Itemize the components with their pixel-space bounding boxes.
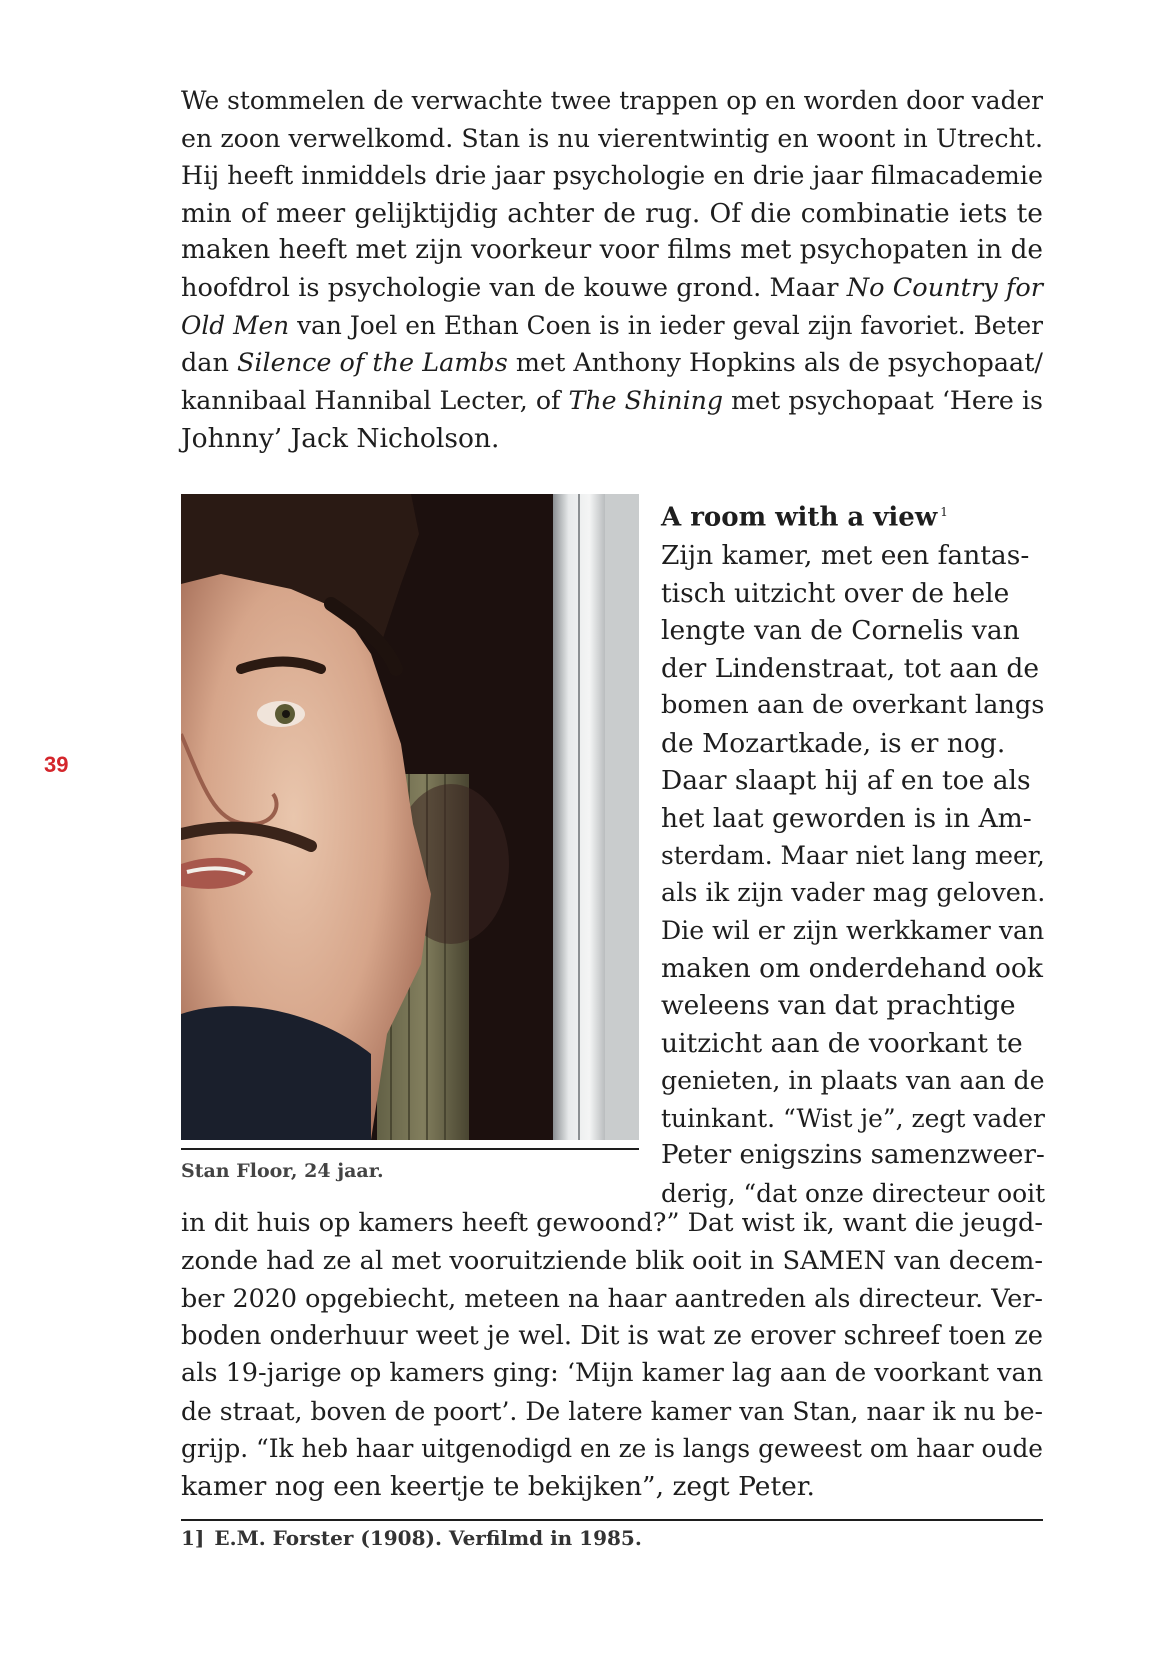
section-line: het laat geworden is in Am-	[661, 802, 1032, 834]
text-run: Hij heeft inmiddels drie jaar psychologie en drie jaar filmacademie	[181, 160, 1043, 190]
section-column	[661, 494, 1045, 1212]
section-line: uitzicht aan de voorkant te	[661, 1027, 1023, 1059]
paragraph-line: kamer nog een keertje te bekijken”, zegt Peter.	[181, 1470, 815, 1502]
footnote-rule	[181, 1519, 1043, 1521]
section-line: weleens van dat prachtige	[661, 990, 1016, 1022]
section-heading-text: A room with a view	[661, 502, 938, 533]
section-text	[661, 537, 1045, 1212]
film-title: No Country for	[846, 272, 1043, 303]
section-line: sterdam. Maar niet lang meer,	[661, 841, 1045, 871]
page-number: 39	[44, 752, 69, 777]
text-run: hoofdrol is psychologie van de kouwe grond. Maar	[181, 272, 847, 303]
footnote-text: E.M. Forster (1908). Verfilmd in 1985.	[214, 1526, 642, 1550]
section-line: derig, “dat onze directeur ooit	[661, 1178, 1046, 1208]
text-run: maken heeft met zijn voorkeur voor films met psychopaten in de	[181, 235, 1043, 265]
footnote-number: 1]	[181, 1526, 205, 1550]
text-run: dan	[181, 347, 237, 378]
paragraph-line: de straat, boven de poort’. De latere kamer van Stan, naar ik nu be-	[181, 1396, 1043, 1426]
intro-line	[181, 307, 1043, 345]
paragraph-line: grijp. “Ik heb haar uitgenodigd en ze is langs geweest om haar oude	[181, 1434, 1043, 1463]
section-line: maken om onderdehand ook	[661, 952, 1043, 984]
section-line: bomen aan de overkant langs	[661, 690, 1045, 721]
intro-line	[181, 382, 1043, 420]
paragraph-line: boden onderhuur weet je wel. Dit is wat ze erover schreef toen ze	[181, 1320, 1043, 1351]
section-line: lengte van de Cornelis van	[661, 615, 1020, 647]
intro-line	[181, 232, 1043, 270]
section-line: Die wil er zijn werkkamer van	[661, 916, 1045, 946]
text-run: Johnny’ Jack Nicholson.	[181, 422, 500, 454]
section-line: Zijn kamer, met een fantas-	[661, 540, 1030, 572]
portrait-photo	[181, 494, 639, 1140]
text-run: met Anthony Hopkins als de psychopaat/	[507, 347, 1044, 378]
intro-line	[181, 82, 1043, 120]
photo-rule	[181, 1148, 639, 1150]
section-line: Peter enigszins samenzweer-	[661, 1140, 1045, 1171]
section-line: der Lindenstraat, tot aan de	[661, 652, 1040, 684]
paragraph-line: in dit huis op kamers heeft gewoond?” Dat wist ik, want die jeugd-	[181, 1208, 1043, 1238]
section-heading	[661, 494, 1045, 537]
intro-paragraph	[181, 82, 1043, 457]
intro-line	[181, 195, 1043, 233]
section-line: als ik zijn vader mag geloven.	[661, 877, 1046, 908]
paragraph-line: ber 2020 opgebiecht, meteen na haar aantreden als directeur. Ver-	[181, 1283, 1043, 1313]
section-line: tuinkant. “Wist je”, zegt vader	[661, 1103, 1045, 1133]
text-run: van Joel en Ethan Coen is in ieder geval zijn favoriet. Beter	[289, 311, 1043, 340]
text-run: min of meer gelijktijdig achter de rug. Of die combinatie iets te	[181, 197, 1043, 229]
film-title: Old Men	[181, 311, 290, 340]
intro-line	[181, 345, 1043, 383]
text-run: kannibaal Hannibal Lecter, of	[181, 386, 569, 415]
intro-line	[181, 420, 1043, 458]
text-run: en zoon verwelkomd. Stan is nu vierentwintig en woont in Utrecht.	[181, 123, 1043, 153]
intro-line	[181, 157, 1043, 195]
text-run: met psychopaat ‘Here is	[723, 386, 1043, 415]
film-title: Silence of the Lambs	[236, 347, 508, 378]
section-line: genieten, in plaats van aan de	[661, 1066, 1045, 1096]
paragraph-line: zonde had ze al met vooruitziende blik ooit in SAMEN van decem-	[181, 1245, 1043, 1276]
intro-line	[181, 120, 1043, 158]
section-line: Daar slaapt hij af en toe als	[661, 765, 1031, 797]
continued-paragraph	[181, 1205, 1043, 1505]
footnote-marker: 1	[940, 505, 948, 519]
intro-line	[181, 270, 1043, 308]
section-line: tisch uitzicht over de hele	[661, 577, 1010, 609]
film-title: The Shining	[568, 386, 724, 415]
text-run: We stommelen de verwachte twee trappen op en worden door vader	[181, 86, 1043, 115]
section-line: de Mozartkade, is er nog.	[661, 727, 1006, 759]
photo-caption: Stan Floor, 24 jaar.	[181, 1160, 384, 1182]
paragraph-line: als 19-jarige op kamers ging: ‘Mijn kamer lag aan de voorkant van	[181, 1358, 1044, 1388]
footnote	[181, 1526, 642, 1550]
